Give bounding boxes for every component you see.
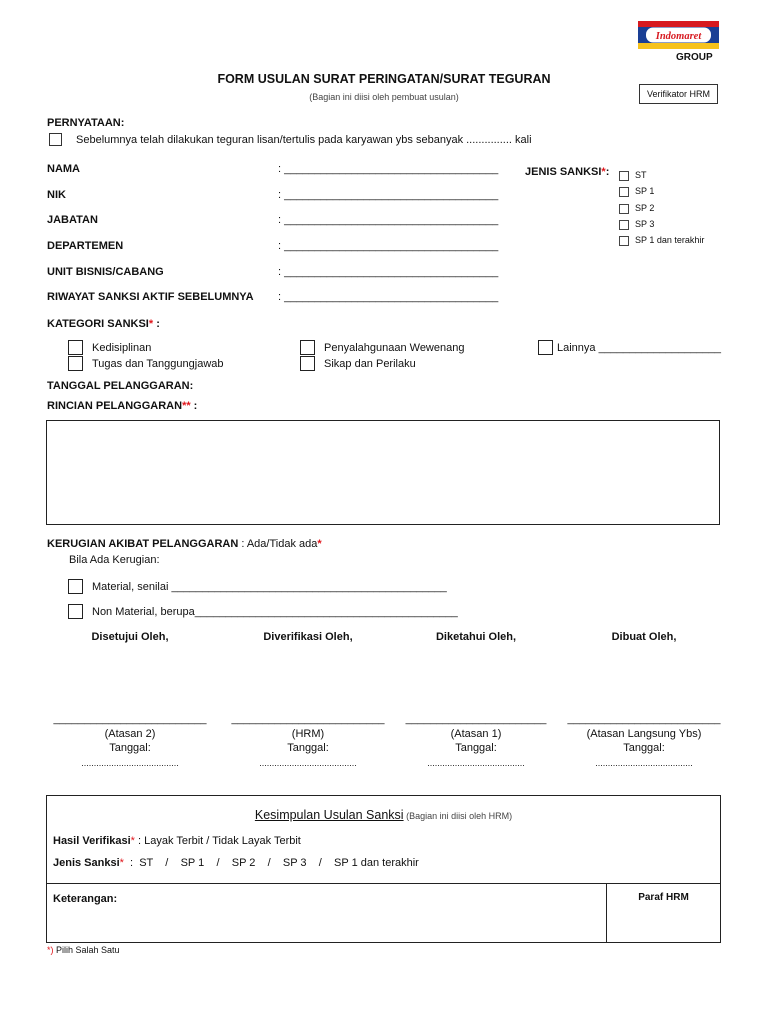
signature-role-atasan-2: (Atasan 2) — [104, 728, 156, 740]
signature-date-label-hrm: Tanggal: — [287, 742, 329, 754]
form-subtitle: (Bagian ini diisi oleh pembuat usulan) — [309, 92, 459, 102]
kategori-option-lainnya[interactable]: Lainnya ____________________ — [557, 342, 721, 354]
jenis-sanksi-option-sp2: SP 2 — [635, 203, 655, 213]
kategori-checkbox-penyalahgunaan[interactable] — [300, 340, 315, 355]
signature-heading-disetujui: Disetujui Oleh, — [91, 631, 169, 643]
keterangan-field[interactable] — [108, 888, 603, 938]
kerugian-sub-label: Bila Ada Kerugian: — [69, 554, 160, 566]
keterangan-label: Keterangan: — [53, 893, 118, 905]
signature-line-atasan-langsung[interactable]: _________________________ — [567, 713, 721, 725]
field-label-nik: NIK — [47, 189, 66, 201]
signature-date-label-atasan-2: Tanggal: — [109, 742, 151, 754]
rincian-pelanggaran-label: RINCIAN PELANGGARAN** : — [47, 400, 198, 412]
kategori-checkbox-lainnya[interactable] — [538, 340, 553, 355]
signature-date-dots-atasan-langsung[interactable]: ....................................... — [595, 758, 693, 768]
jenis-sanksi-checkbox-sp3[interactable] — [619, 220, 629, 230]
verifikator-hrm-box: Verifikator HRM — [639, 84, 718, 104]
kategori-sanksi-label: KATEGORI SANKSI* : — [47, 318, 160, 330]
jenis-sanksi-option-st: ST — [635, 170, 647, 180]
field-value-nama[interactable]: : ___________________________________ — [278, 163, 499, 175]
logo-brand-text: Indomaret — [655, 31, 702, 42]
hasil-verifikasi: Hasil Verifikasi* : Layak Terbit / Tidak Layak Terbit — [53, 835, 301, 847]
signature-date-dots-atasan-2[interactable]: ....................................... — [81, 758, 179, 768]
signature-date-label-atasan-langsung: Tanggal: — [623, 742, 665, 754]
rincian-pelanggaran-textbox[interactable] — [46, 420, 720, 525]
kerugian-material-field[interactable]: Material, senilai _____________________________________________ — [92, 581, 447, 593]
jenis-sanksi-label: JENIS SANKSI*: — [525, 166, 610, 178]
tanggal-pelanggaran-label: TANGGAL PELANGGARAN: — [47, 380, 194, 392]
field-label-departemen: DEPARTEMEN — [47, 240, 124, 252]
paraf-hrm-field[interactable] — [608, 905, 719, 940]
jenis-sanksi-option-sp1-terakhir: SP 1 dan terakhir — [635, 235, 705, 245]
signature-date-label-atasan-1: Tanggal: — [455, 742, 497, 754]
footnote: *) Pilih Salah Satu — [47, 945, 120, 955]
jenis-sanksi-option-sp3: SP 3 — [635, 219, 655, 229]
kesimpulan-jenis-sanksi: Jenis Sanksi* : ST / SP 1 / SP 2 / SP 3 / SP 1 dan terakhir — [53, 857, 419, 869]
kerugian-label: KERUGIAN AKIBAT PELANGGARAN : Ada/Tidak ada* — [47, 538, 322, 550]
kategori-checkbox-sikap[interactable] — [300, 356, 315, 371]
field-label-riwayat-sanksi: RIWAYAT SANKSI AKTIF SEBELUMNYA — [47, 291, 254, 303]
pernyataan-checkbox[interactable] — [49, 133, 62, 146]
paraf-divider — [606, 883, 607, 942]
field-label-nama: NAMA — [47, 163, 80, 175]
signature-heading-dibuat: Dibuat Oleh, — [611, 631, 677, 643]
signature-role-atasan-langsung: (Atasan Langsung Ybs) — [586, 728, 702, 740]
indomaret-logo-graphic — [638, 21, 719, 49]
field-value-riwayat-sanksi[interactable]: : ___________________________________ — [278, 291, 499, 303]
signature-date-dots-hrm[interactable]: ....................................... — [259, 758, 357, 768]
field-value-jabatan[interactable]: : ___________________________________ — [278, 214, 499, 226]
kerugian-material-checkbox[interactable] — [68, 579, 83, 594]
jenis-sanksi-checkbox-sp1-terakhir[interactable] — [619, 236, 629, 246]
kategori-option-kedisiplinan: Kedisiplinan — [92, 342, 152, 354]
field-value-departemen[interactable]: : ___________________________________ — [278, 240, 499, 252]
signature-role-atasan-1: (Atasan 1) — [450, 728, 502, 740]
paraf-hrm-label: Paraf HRM — [638, 892, 689, 903]
kategori-checkbox-tugas[interactable] — [68, 356, 83, 371]
kerugian-non-material-checkbox[interactable] — [68, 604, 83, 619]
signature-line-hrm[interactable]: _________________________ — [231, 713, 385, 725]
signature-date-dots-atasan-1[interactable]: ....................................... — [427, 758, 525, 768]
signature-line-atasan-2[interactable]: _________________________ — [53, 713, 207, 725]
kesimpulan-title: Kesimpulan Usulan Sanksi (Bagian ini diisi oleh HRM) — [254, 808, 513, 822]
kesimpulan-divider — [47, 883, 720, 884]
kategori-option-penyalahgunaan: Penyalahgunaan Wewenang — [324, 342, 465, 354]
logo-group-label: GROUP — [676, 52, 713, 63]
jenis-sanksi-checkbox-sp1[interactable] — [619, 187, 629, 197]
field-label-unit-bisnis: UNIT BISNIS/CABANG — [47, 266, 164, 278]
indomaret-logo — [638, 21, 719, 49]
kerugian-non-material-field[interactable]: Non Material, berupa___________________________________________ — [92, 606, 458, 618]
form-title: FORM USULAN SURAT PERINGATAN/SURAT TEGURAN — [217, 72, 551, 86]
pernyataan-label: PERNYATAAN: — [47, 117, 125, 129]
signature-heading-diverifikasi: Diverifikasi Oleh, — [263, 631, 353, 643]
signature-heading-diketahui: Diketahui Oleh, — [435, 631, 517, 643]
signature-role-hrm: (HRM) — [291, 728, 325, 740]
field-label-jabatan: JABATAN — [47, 214, 98, 226]
jenis-sanksi-option-sp1: SP 1 — [635, 186, 655, 196]
jenis-sanksi-checkbox-st[interactable] — [619, 171, 629, 181]
jenis-sanksi-checkbox-sp2[interactable] — [619, 204, 629, 214]
kategori-checkbox-kedisiplinan[interactable] — [68, 340, 83, 355]
pernyataan-statement: Sebelumnya telah dilakukan teguran lisan/tertulis pada karyawan ybs sebanyak ............... kali — [76, 134, 532, 146]
kategori-option-sikap: Sikap dan Perilaku — [324, 358, 416, 370]
signature-line-atasan-1[interactable]: _______________________ — [405, 713, 547, 725]
kategori-option-tugas: Tugas dan Tanggungjawab — [92, 358, 224, 370]
field-value-unit-bisnis[interactable]: : ___________________________________ — [278, 266, 499, 278]
field-value-nik[interactable]: : ___________________________________ — [278, 189, 499, 201]
